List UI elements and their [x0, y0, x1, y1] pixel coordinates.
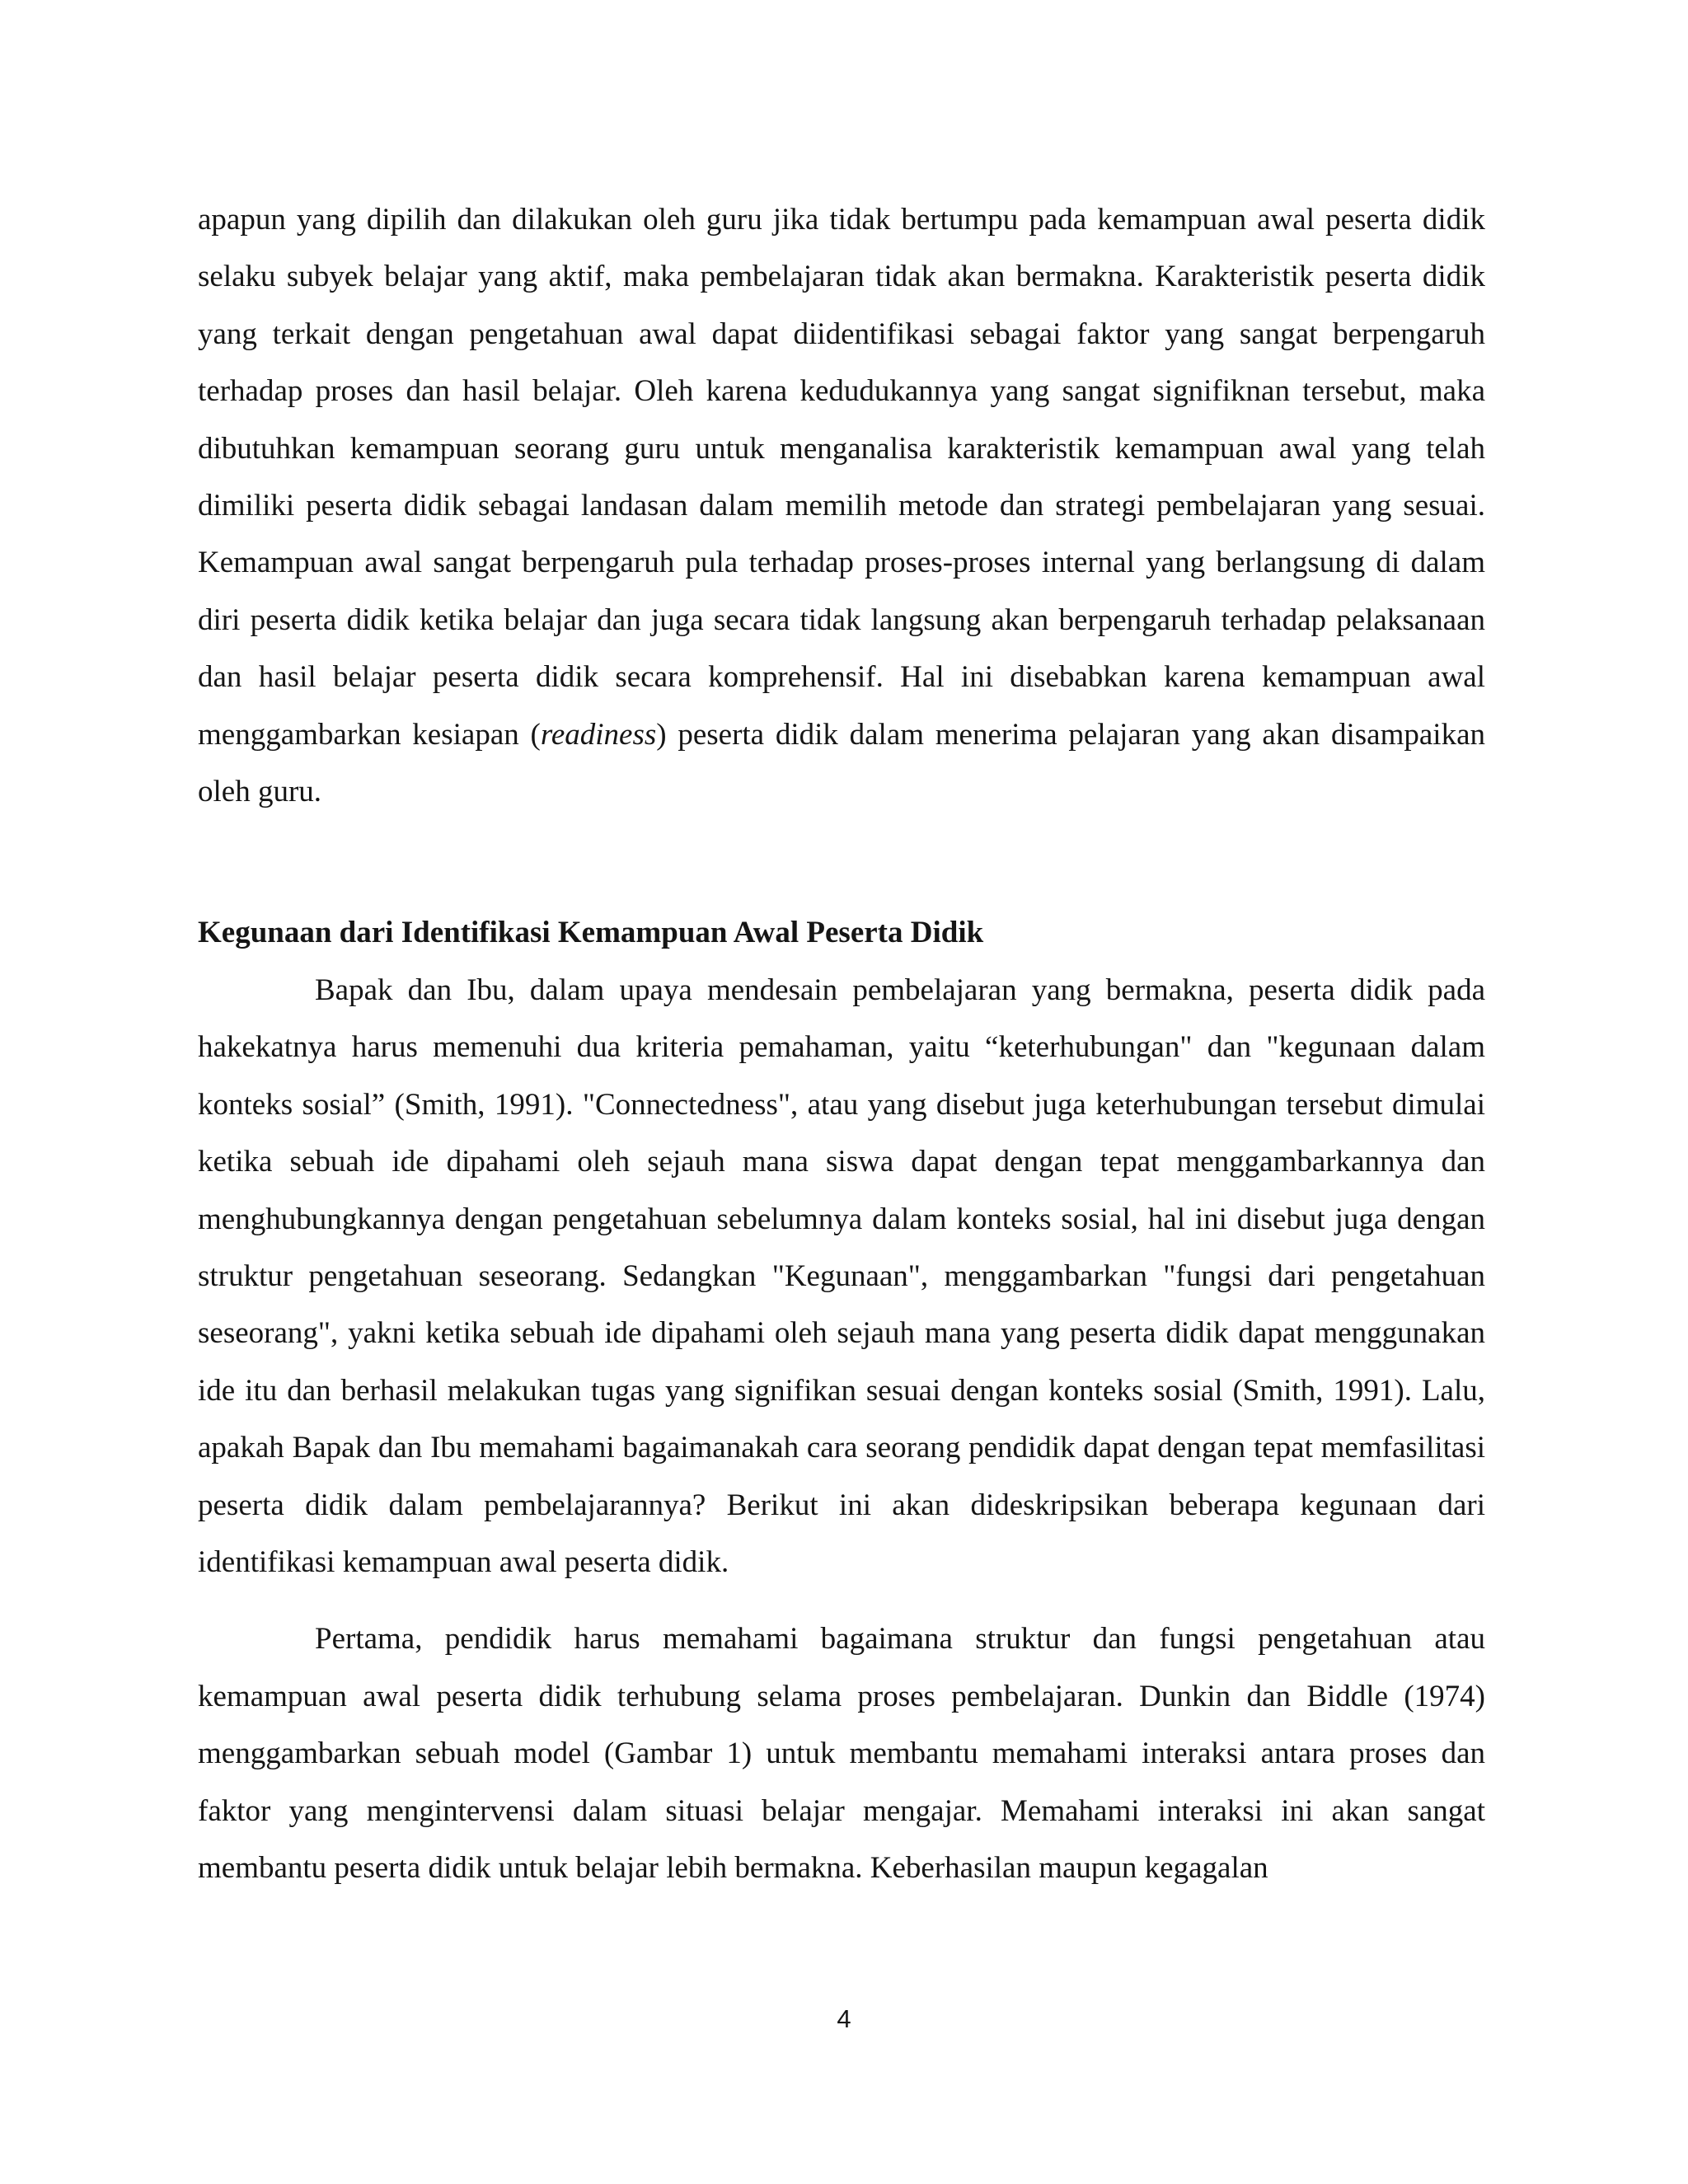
- italic-term: readiness: [540, 717, 657, 752]
- paragraph-2: Bapak dan Ibu, dalam upaya mendesain pembelajaran yang bermakna, peserta didik pada hakekatnya harus memenuhi dua kriteria pemahaman, yaitu “keterhubungan" dan "kegunaan dalam konteks sosial” (Smith, 1991). "Connectedness", atau yang disebut juga keterhubungan tersebut dimulai ketika sebuah ide dipahami oleh sejauh mana siswa dapat dengan tepat menggambarkannya dan menghubungkannya dengan pengetahuan sebelumnya dalam konteks sosial, hal ini disebut juga dengan struktur pengetahuan seseorang. Sedangkan "Kegunaan", menggambarkan "fungsi dari pengetahuan seseorang", yakni ketika sebuah ide dipahami oleh sejauh mana yang peserta didik dapat menggunakan ide itu dan berhasil melakukan tugas yang signifikan sesuai dengan konteks sosial (Smith, 1991). Lalu, apakah Bapak dan Ibu memahami bagaimanakah cara seorang pendidik dapat dengan tepat memfasilitasi peserta didik dalam pembelajarannya? Berikut ini akan dideskripsikan beberapa kegunaan dari identifikasi kemampuan awal peserta didik.: [198, 972, 1485, 1579]
- page-number: 4: [837, 2004, 851, 2033]
- paragraph-1-text-b: ) peserta didik dalam menerima pelajaran yang akan disampaikan oleh guru.: [198, 717, 1485, 809]
- paragraph-1-text-a: apapun yang dipilih dan dilakukan oleh guru jika tidak bertumpu pada kemampuan awal peserta didik selaku subyek belajar yang aktif, maka pembelajaran tidak akan bermakna. Karakteristik peserta didik yang terkait dengan pengetahuan awal dapat diidentifikasi sebagai faktor yang sangat berpengaruh terhadap proses dan hasil belajar. Oleh karena kedudukannya yang sangat signifiknan tersebut, maka dibutuhkan kemampuan seorang guru untuk menganalisa karakteristik kemampuan awal yang telah dimiliki peserta didik sebagai landasan dalam memilih metode dan strategi pembelajaran yang sesuai. Kemampuan awal sangat berpengaruh pula terhadap proses-proses internal yang berlangsung di dalam diri peserta didik ketika belajar dan juga secara tidak langsung akan berpengaruh terhadap pelaksanaan dan hasil belajar peserta didik secara komprehensif. Hal ini disebabkan karena kemampuan awal menggambarkan kesiapan (: [198, 203, 1485, 752]
- paragraph-1: [198, 191, 1485, 820]
- paragraph-3: Pertama, pendidik harus memahami bagaimana struktur dan fungsi pengetahuan atau kemampuan awal peserta didik terhubung selama proses pembelajaran. Dunkin dan Biddle (1974) menggambarkan sebuah model (Gambar 1) untuk membantu memahami interaksi antara proses dan faktor yang mengintervensi dalam situasi belajar mengajar. Memahami interaksi ini akan sangat membantu peserta didik untuk belajar lebih bermakna. Keberhasilan maupun kegagalan: [198, 1622, 1485, 1885]
- page-content: [198, 191, 1485, 1896]
- section-heading: Kegunaan dari Identifikasi Kemampuan Awal Peserta Didik: [198, 916, 984, 950]
